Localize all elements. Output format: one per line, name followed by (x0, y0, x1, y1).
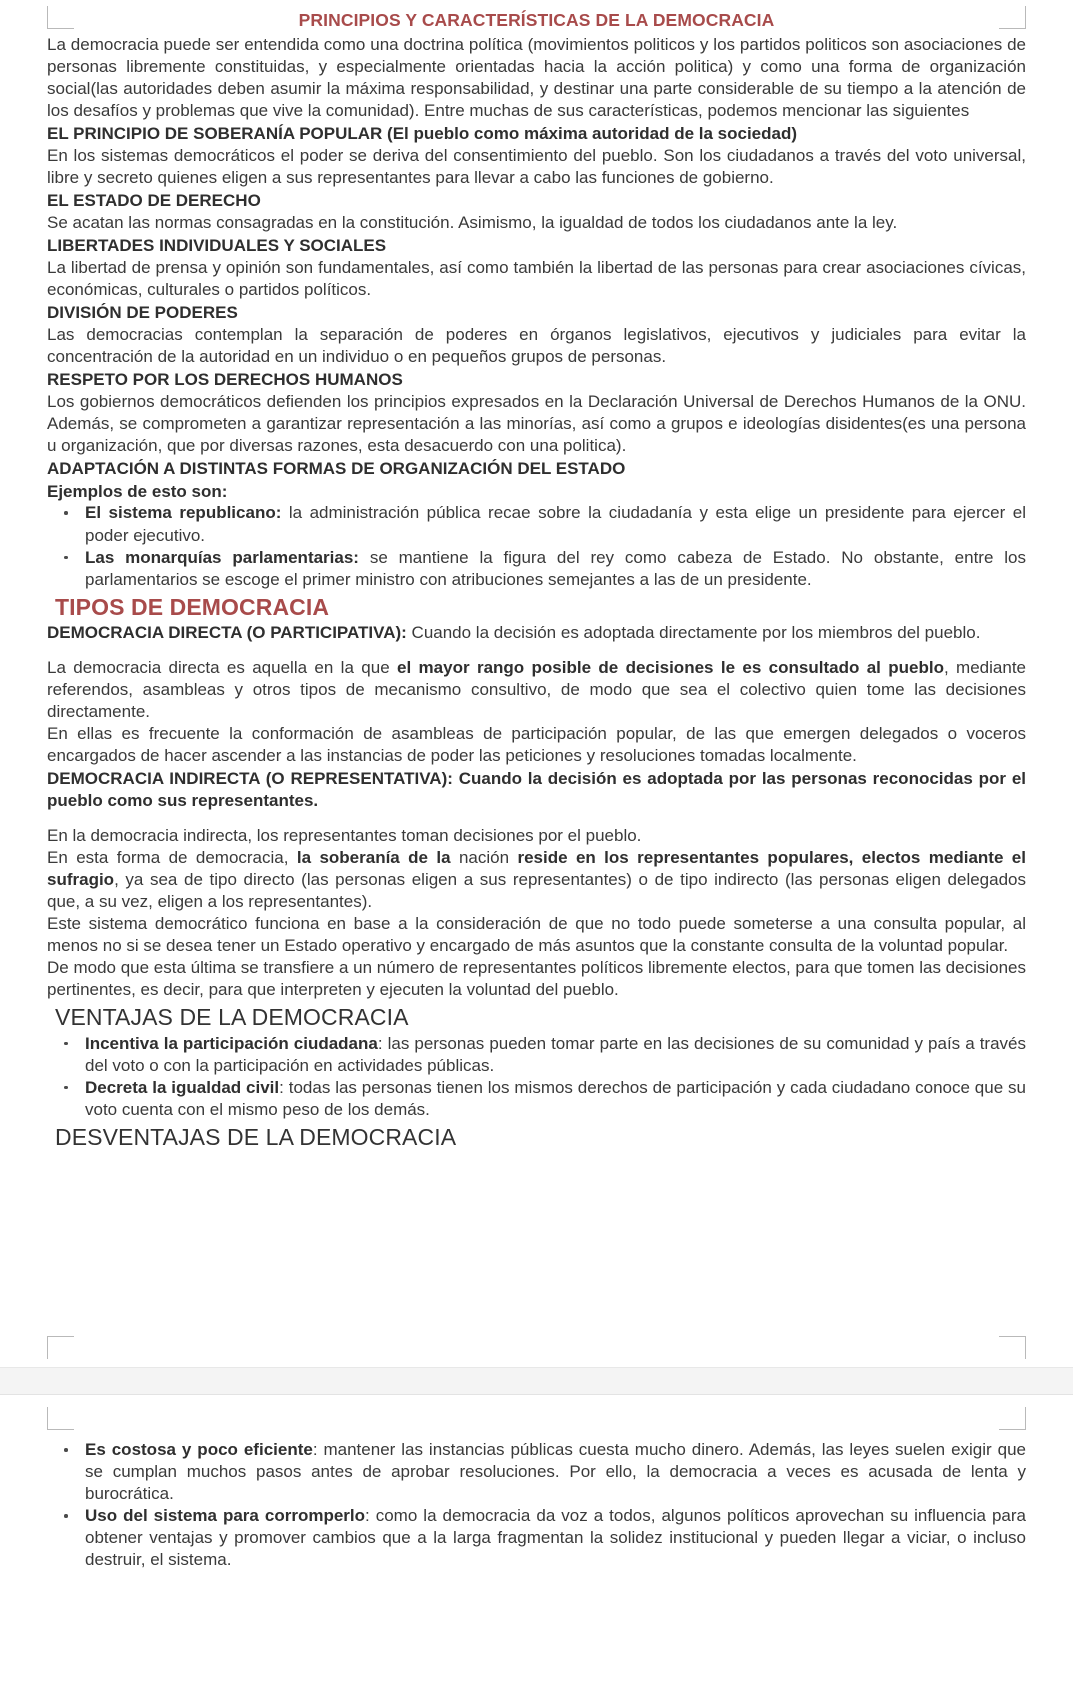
paragraph-democracia-directa-1 (47, 657, 1026, 723)
heading-tipos-de-democracia: TIPOS DE DEMOCRACIA (55, 593, 330, 620)
page-break-separator (0, 1367, 1073, 1395)
paragraph-democracia-indirecta-3: Este sistema democrático funciona en base a la consideración de que no todo puede someterse a una consulta popular, al menos no si se desea tener un Estado operativo y encargado de más asuntos que la constante consulta de la voluntad popular. (47, 914, 1026, 956)
list-item (47, 1505, 1026, 1571)
heading-respeto-derechos-humanos: RESPETO POR LOS DERECHOS HUMANOS (47, 369, 403, 389)
text-part-d-bold: reside en los representantes populares, electos mediante el sufragio (47, 847, 1026, 889)
paragraph-estado-de-derecho: Se acatan las normas consagradas en la constitución. Asimismo, la igualdad de todos los ciudadanos ante la ley. (47, 212, 898, 232)
heading-estado-de-derecho: EL ESTADO DE DERECHO (47, 191, 261, 211)
paragraph-democracia-indirecta-4: De modo que esta última se transfiere a un número de representantes políticos libremente electos, para que tomen las decisiones pertinentes, es decir, para que interpreten y ejecuten la voluntad del pueblo. (47, 958, 1026, 1000)
bullet-dot-icon (64, 1514, 68, 1518)
text-part-e: , ya sea de tipo directo (las personas eligen a sus representantes) o de tipo indirecto (las personas eligen delegados que, a su vez, eligen a los representantes). (47, 869, 1026, 911)
list-item-lead: Las monarquías parlamentarias: (85, 547, 359, 567)
text-part-b-bold: la soberanía de la (296, 847, 451, 867)
list-item (47, 547, 1026, 591)
list-item-text: : como la democracia da voz a todos, algunos políticos aprovechan su influencia para obtener ventajas y promover cambios que a la larga fragmentan la solidez institucional y pueden llegar a viciar, o incluso destruir, el sistema. (85, 1506, 1026, 1570)
crop-mark-top-left-icon (47, 1407, 74, 1430)
page-title: PRINCIPIOS Y CARACTERÍSTICAS DE LA DEMOCRACIA (298, 10, 775, 30)
list-desventajas (47, 1439, 1026, 1572)
list-item-text: la administración pública recae sobre la ciudadanía y esta elige un presidente para ejercer el poder ejecutivo. (85, 503, 1026, 545)
document-page-2 (0, 1395, 1073, 1707)
list-item (47, 1077, 1026, 1121)
label-ejemplos-de-esto-son: Ejemplos de esto son: (47, 481, 228, 501)
text-part-b-bold: el mayor rango posible de decisiones le es consultado al pueblo (397, 658, 944, 678)
paragraph-division-de-poderes: Las democracias contemplan la separación de poderes en órganos legislativos, ejecutivos y judiciales para evitar la concentración de la autoridad en un individuo o en pequeños grupos de personas. (47, 324, 1026, 366)
list-item (47, 1033, 1026, 1077)
list-item-text: : todas las personas tienen los mismos derechos de participación y cada ciudadano conoce que su voto cuenta con el mismo peso de los demás. (85, 1077, 1026, 1119)
heading-division-de-poderes: DIVISIÓN DE PODERES (47, 302, 238, 322)
paragraph-democracia-indirecta-1: En la democracia indirecta, los representantes toman decisiones por el pueblo. (47, 825, 642, 845)
list-item-text: : mantener las instancias públicas cuesta mucho dinero. Además, las leyes suelen exigir que se cumplan muchos pasos antes de aprobar resoluciones. Por ello, la democracia a veces es acusada de lenta y burocrática. (85, 1440, 1026, 1504)
text-part-c: , mediante referendos, asambleas y otros tipos de mecanismo consultivo, de modo que sea el colectivo quien tome las decisiones directamente. (47, 658, 1026, 722)
paragraph-soberania-popular: En los sistemas democráticos el poder se deriva del consentimiento del pueblo. Son los ciudadanos a través del voto universal, libre y secreto quienes eligen a sus representantes para llevar a cabo las funciones de gobierno. (47, 146, 1026, 188)
heading-libertades-individuales: LIBERTADES INDIVIDUALES Y SOCIALES (47, 236, 387, 256)
list-item-text: se mantiene la figura del rey como cabeza de Estado. No obstante, entre los parlamentarios se escoge el primer ministro con atribuciones semejantes a las de un presidente. (85, 547, 1027, 589)
heading-ventajas-democracia: VENTAJAS DE LA DEMOCRACIA (55, 1004, 409, 1031)
list-item-lead: Decreta la igualdad civil (85, 1077, 280, 1097)
heading-adaptacion-formas-estado: ADAPTACIÓN A DISTINTAS FORMAS DE ORGANIZACIÓN DEL ESTADO (47, 458, 626, 478)
text-democracia-directa: Cuando la decisión es adoptada directamente por los miembros del pueblo. (406, 622, 981, 642)
intro-paragraph: La democracia puede ser entendida como una doctrina política (movimientos politicos y los partidos politicos son asociaciones de personas libremente constituidas, y especialmente orientadas hacia la acción politica) y como una forma de organización social(las autoridades deben asumir la máxima responsabilidad, y destinar una parte considerable de su tiempo a la atención de los desafíos y problemas que vive la comunidad). Entre muchas de sus características, podemos mencionar las siguientes (47, 34, 1026, 121)
list-item-lead: Es costosa y poco eficiente (85, 1440, 313, 1459)
bullet-dot-icon (64, 1042, 68, 1046)
list-item-lead: Uso del sistema para corromperlo (85, 1506, 366, 1526)
list-adaptacion-ejemplos (47, 502, 1026, 590)
lead-democracia-directa: DEMOCRACIA DIRECTA (O PARTICIPATIVA): (47, 622, 407, 642)
heading-soberania-popular: EL PRINCIPIO DE SOBERANÍA POPULAR (El pueblo como máxima autoridad de la sociedad) (47, 124, 798, 144)
paragraph-democracia-directa-definicion (47, 622, 1026, 644)
bullet-dot-icon (64, 1086, 68, 1090)
crop-mark-bottom-left-icon (47, 1336, 74, 1359)
crop-mark-bottom-right-icon (999, 1336, 1026, 1359)
paragraph-democracia-indirecta-2 (47, 847, 1026, 913)
list-ventajas (47, 1033, 1026, 1121)
list-item-lead: Incentiva la participación ciudadana (85, 1033, 378, 1053)
bullet-dot-icon (64, 556, 68, 560)
lead-democracia-indirecta: DEMOCRACIA INDIRECTA (O REPRESENTATIVA): Cuando la decisión es adoptada por las personas reconocidas por el pueblo como sus representantes. (47, 768, 1026, 810)
bullet-dot-icon (64, 511, 68, 515)
text-part-a: La democracia directa es aquella en la que (47, 658, 398, 678)
paragraph-libertades-individuales: La libertad de prensa y opinión son fundamentales, así como también la libertad de las personas para crear asociaciones cívicas, económicas, culturales o partidos políticos. (47, 257, 1026, 299)
list-item (47, 1439, 1026, 1505)
text-part-a: En esta forma de democracia, (47, 847, 297, 867)
heading-desventajas-democracia: DESVENTAJAS DE LA DEMOCRACIA (55, 1123, 457, 1150)
paragraph-respeto-derechos-humanos: Los gobiernos democráticos defienden los principios expresados en la Declaración Universal de Derechos Humanos de la ONU. Además, se comprometen a garantizar representación a las minorías, así como a grupos e ideologías disidentes(es una persona u organización, que por diversas razones, esta desacuerdo con una politica). (47, 391, 1026, 455)
paragraph-democracia-directa-2: En ellas es frecuente la conformación de asambleas de participación popular, de las que emergen delegados o voceros encargados de hacer ascender a las instancias de poder las peticiones y resoluciones tomadas localmente. (47, 724, 1026, 766)
list-item-text: : las personas pueden tomar parte en las decisiones de su comunidad y país a través del voto o con la participación en actividades públicas. (85, 1033, 1026, 1075)
bullet-dot-icon (64, 1448, 68, 1452)
list-item-lead: El sistema republicano: (85, 503, 282, 523)
paragraph-democracia-indirecta-definicion (47, 768, 1026, 812)
crop-mark-top-right-icon (999, 1407, 1026, 1430)
text-part-c: nación (450, 847, 518, 867)
list-item (47, 502, 1026, 546)
